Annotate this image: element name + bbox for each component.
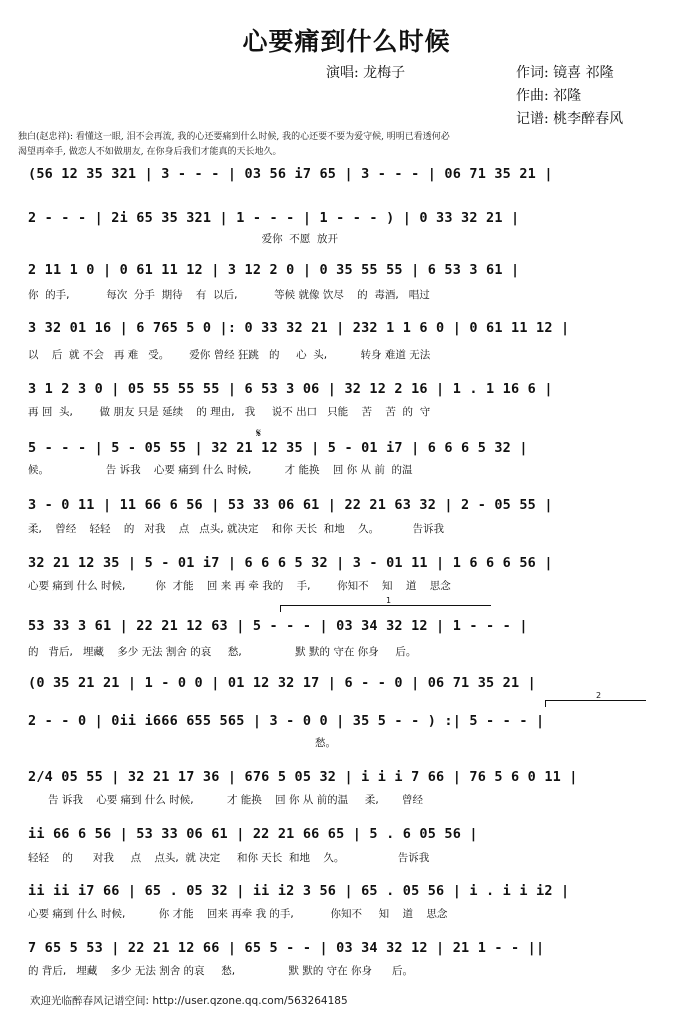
monologue bbox=[18, 130, 678, 160]
score-row: 5 - - - | 5 - 05 55 | 32 21 12 35 | 5 - 01 i7 | 6 6 6 5 32 | bbox=[28, 440, 528, 456]
score-row: 2 - - - | 2i 65 35 321 | 1 - - - | 1 - - - ) | 0 33 32 21 | bbox=[28, 210, 520, 226]
monologue-line-1: 独白(赵忠祥): 看懂这一眼, 泪不会再流, 我的心还要痛到什么时候, 我的心还要不要为爱守候, 明明已看透何必 bbox=[18, 132, 450, 142]
score-row: 53 33 3 61 | 22 21 12 63 | 5 - - - | 03 34 32 12 | 1 - - - | bbox=[28, 618, 528, 634]
lyric-row: 告 诉我 心要 痛到 什么 时候, 才 能换 回 你 从 前的温 柔, 曾经 bbox=[28, 794, 424, 806]
lyric-row: 轻轻 的 对我 点 点头, 就 决定 和你 天长 和地 久。 告诉我 bbox=[28, 852, 430, 864]
score-row: 3 32 01 16 | 6 765 5 0 |: 0 33 32 21 | 232 1 1 6 0 | 0 61 11 12 | bbox=[28, 320, 570, 336]
score-row: 2 11 1 0 | 0 61 11 12 | 3 12 2 0 | 0 35 55 55 | 6 53 3 61 | bbox=[28, 262, 520, 278]
volta-2-bracket bbox=[545, 691, 646, 707]
lyric-row: 心要 痛到 什么 时候, 你 才能 回来 再牵 我 的手, 你知不 知 道 思念 bbox=[28, 908, 448, 920]
lyric-row: 你 的手, 每次 分手 期待 有 以后, 等候 就像 饮尽 的 毒酒, 唱过 bbox=[28, 289, 430, 301]
volta-2-label: 2 bbox=[596, 691, 602, 700]
score-row: 7 65 5 53 | 22 21 12 66 | 65 5 - - | 03 34 32 12 | 21 1 - - || bbox=[28, 940, 545, 956]
score-row: (0 35 21 21 | 1 - 0 0 | 01 12 32 17 | 6 - - 0 | 06 71 35 21 | bbox=[28, 675, 536, 691]
score-row: ii 66 6 56 | 53 33 06 61 | 22 21 66 65 | 5 . 6 05 56 | bbox=[28, 826, 478, 842]
lyric-row bbox=[28, 185, 668, 201]
lyric-row: 以 后 就 不会 再 难 受。 爱你 曾经 狂跳 的 心 头, 转身 难道 无法 bbox=[28, 349, 431, 361]
lyric-row: 心要 痛到 什么 时候, 你 才能 回 来 再 牵 我的 手, 你知不 知 道 思念 bbox=[28, 580, 451, 592]
segno-mark: 𝄋 bbox=[256, 426, 262, 440]
lyric-row: 的 背后, 埋藏 多少 无法 割舍 的哀 愁, 默 默的 守在 你身 后。 bbox=[28, 965, 414, 977]
score-row: (56 12 35 321 | 3 - - - | 03 56 i7 65 | 3 - - - | 06 71 35 21 | bbox=[28, 166, 553, 182]
footer-url: 欢迎光临醉春风记谱空间: http://user.qzone.qq.com/563264185 bbox=[30, 995, 348, 1007]
transcriber-credit: 记谱: 桃李醉春风 bbox=[516, 111, 624, 127]
lyric-row: 再 回 头, 做 朋友 只是 延续 的 理由, 我 说不 出口 只能 苦 苦 的 守 bbox=[28, 406, 431, 418]
composer-credit: 作曲: 祁隆 bbox=[516, 88, 582, 104]
singer-credit: 演唱: 龙梅子 bbox=[326, 65, 406, 81]
score-row: 32 21 12 35 | 5 - 01 i7 | 6 6 6 5 32 | 3 - 01 11 | 1 6 6 6 56 | bbox=[28, 555, 553, 571]
lyric-row: 候。 告 诉我 心要 痛到 什么 时候, 才 能换 回 你 从 前 的温 bbox=[28, 464, 413, 476]
volta-1-label: 1 bbox=[386, 596, 392, 605]
lyricist-credit: 作词: 镜喜 祁隆 bbox=[516, 65, 614, 81]
lyric-row: 愁。 bbox=[28, 737, 337, 749]
lyric-row: 的 背后, 埋藏 多少 无法 割舍 的哀 愁, 默 默的 守在 你身 后。 bbox=[28, 646, 417, 658]
lyric-row: 爱你 不愿 放开 bbox=[28, 233, 338, 245]
lyric-row: 柔, 曾经 轻轻 的 对我 点 点头, 就决定 和你 天长 和地 久。 告诉我 bbox=[28, 523, 445, 535]
monologue-line-2: 渴望再牵手, 做恋人不如做朋友, 在你身后我们才能真的天长地久。 bbox=[18, 147, 282, 157]
score-row: 2 - - 0 | 0ii i666 655 565 | 3 - 0 0 | 35 5 - - ) :| 5 - - - | bbox=[28, 713, 545, 729]
score-row: 3 1 2 3 0 | 05 55 55 55 | 6 53 3 06 | 32 12 2 16 | 1 . 1 16 6 | bbox=[28, 381, 553, 397]
song-title: 心要痛到什么时候 bbox=[242, 27, 451, 56]
score-row: 3 - 0 11 | 11 66 6 56 | 53 33 06 61 | 22 21 63 32 | 2 - 05 55 | bbox=[28, 497, 553, 513]
score-row: ii ii i7 66 | 65 . 05 32 | ii i2 3 56 | 65 . 05 56 | i . i i i2 | bbox=[28, 883, 570, 899]
score-row: 2/4 05 55 | 32 21 17 36 | 676 5 05 32 | i i i 7 66 | 76 5 6 0 11 | bbox=[28, 769, 578, 785]
volta-1-bracket bbox=[280, 596, 491, 612]
